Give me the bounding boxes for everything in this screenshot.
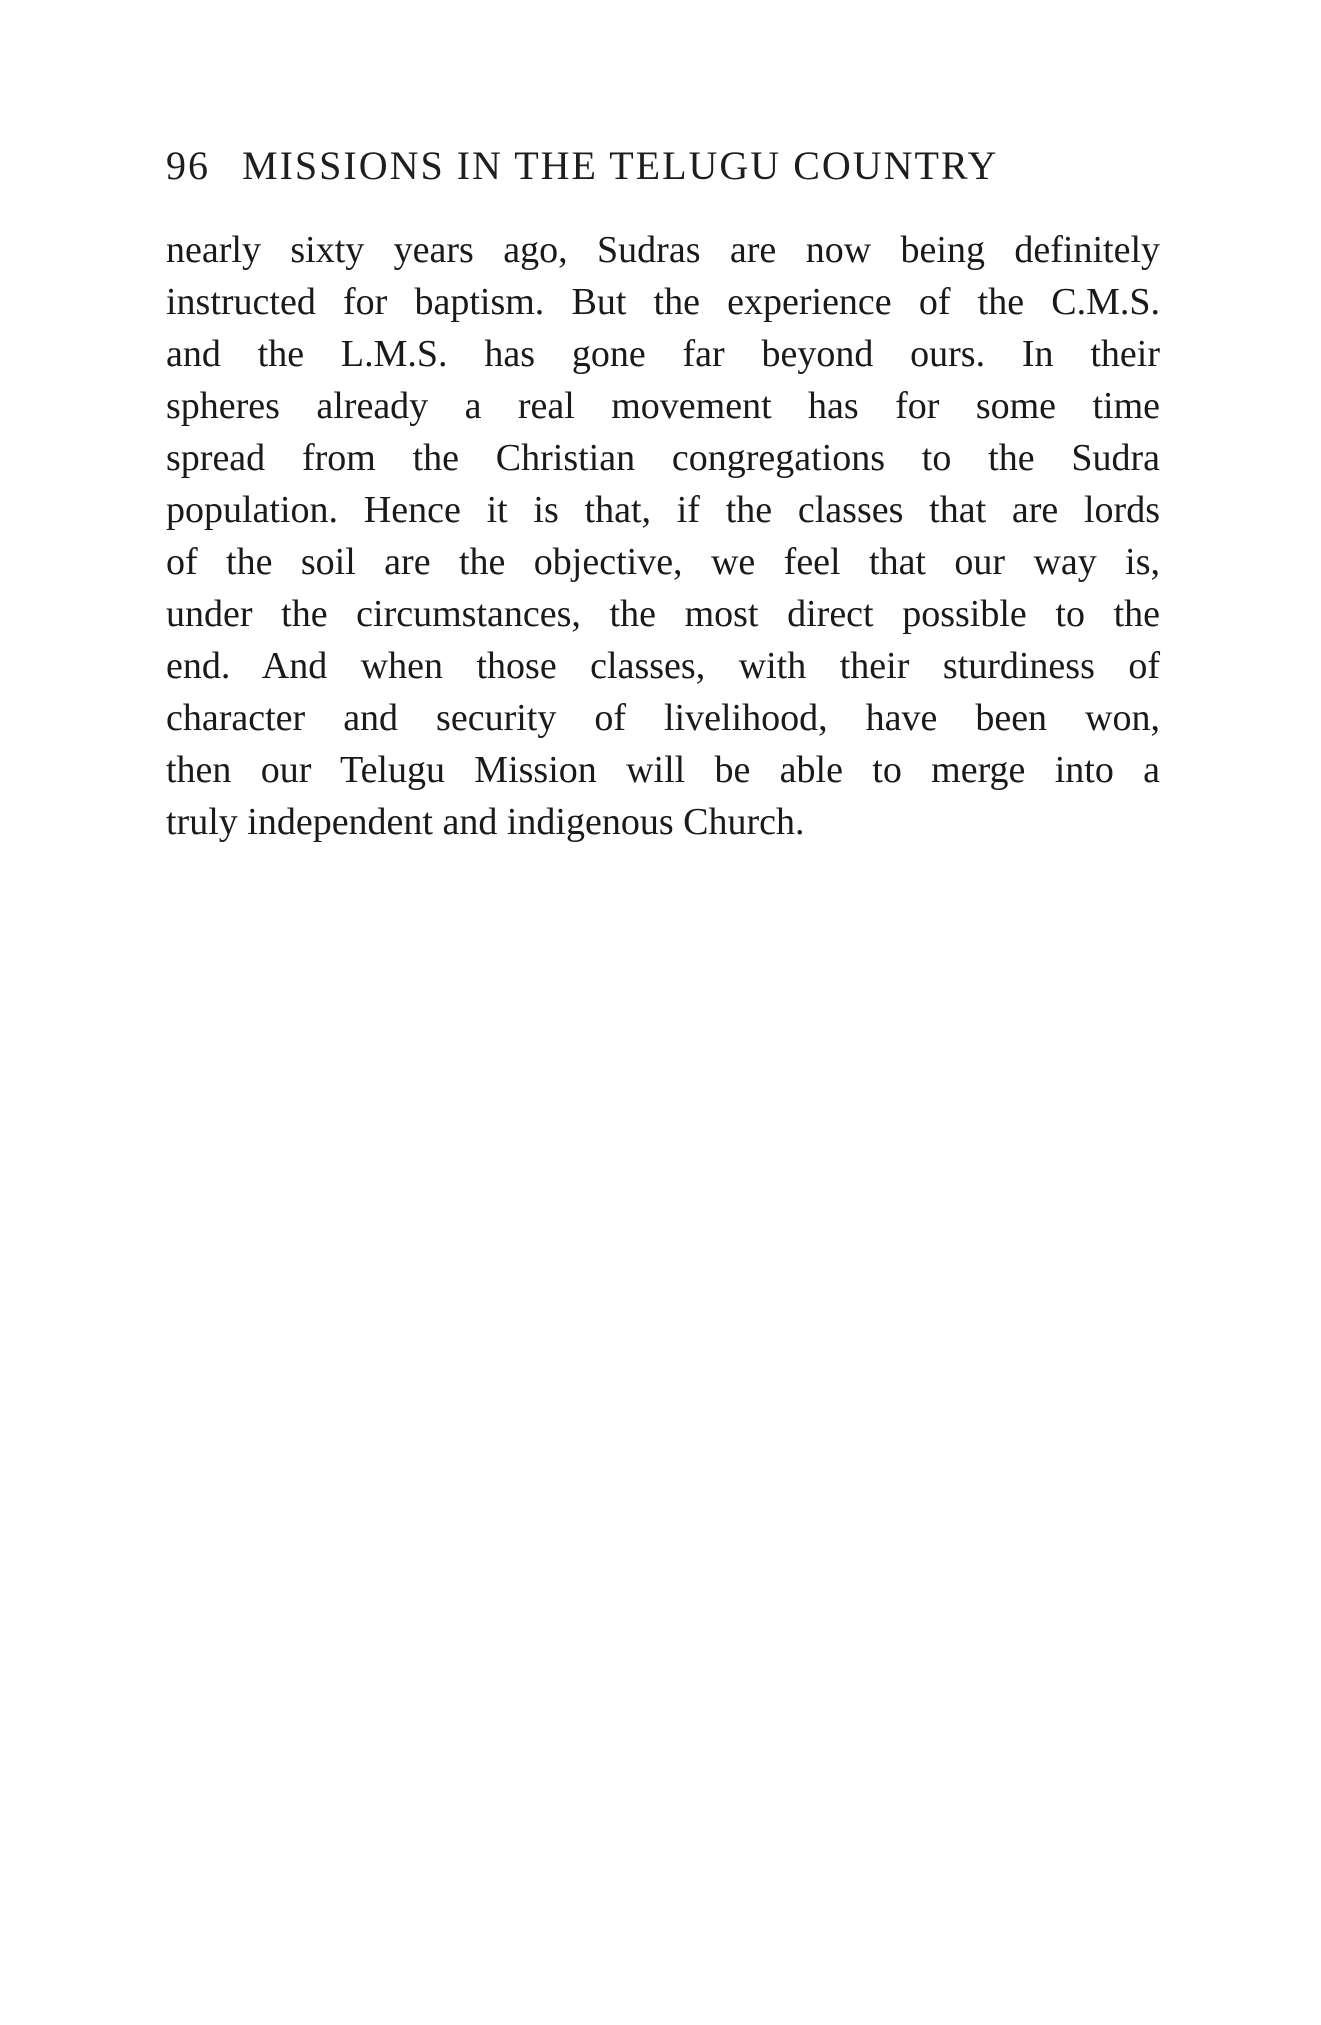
text-line: character and security of livelihood, have been won, bbox=[166, 697, 1160, 739]
text-line: then our Telugu Mission will be able to merge into a bbox=[166, 749, 1160, 791]
page-number: 96 bbox=[166, 143, 210, 188]
text-line: instructed for baptism. But the experience of the C.M.S. bbox=[166, 281, 1160, 323]
running-title: MISSIONS IN THE TELUGU COUNTRY bbox=[242, 143, 999, 188]
text-line: and the L.M.S. has gone far beyond ours. In their bbox=[166, 333, 1160, 375]
text-line: under the circumstances, the most direct possible to the bbox=[166, 593, 1160, 635]
running-head bbox=[166, 140, 1166, 192]
text-line: spread from the Christian congregations to the Sudra bbox=[166, 437, 1160, 479]
text-line: truly independent and indigenous Church. bbox=[166, 801, 805, 843]
text-line: end. And when those classes, with their sturdiness of bbox=[166, 645, 1160, 687]
text-line: spheres already a real movement has for some time bbox=[166, 385, 1160, 427]
body-paragraph bbox=[166, 224, 1160, 848]
text-line: population. Hence it is that, if the classes that are lords bbox=[166, 489, 1160, 531]
text-line: nearly sixty years ago, Sudras are now being definitely bbox=[166, 229, 1160, 271]
text-line: of the soil are the objective, we feel that our way is, bbox=[166, 541, 1160, 583]
